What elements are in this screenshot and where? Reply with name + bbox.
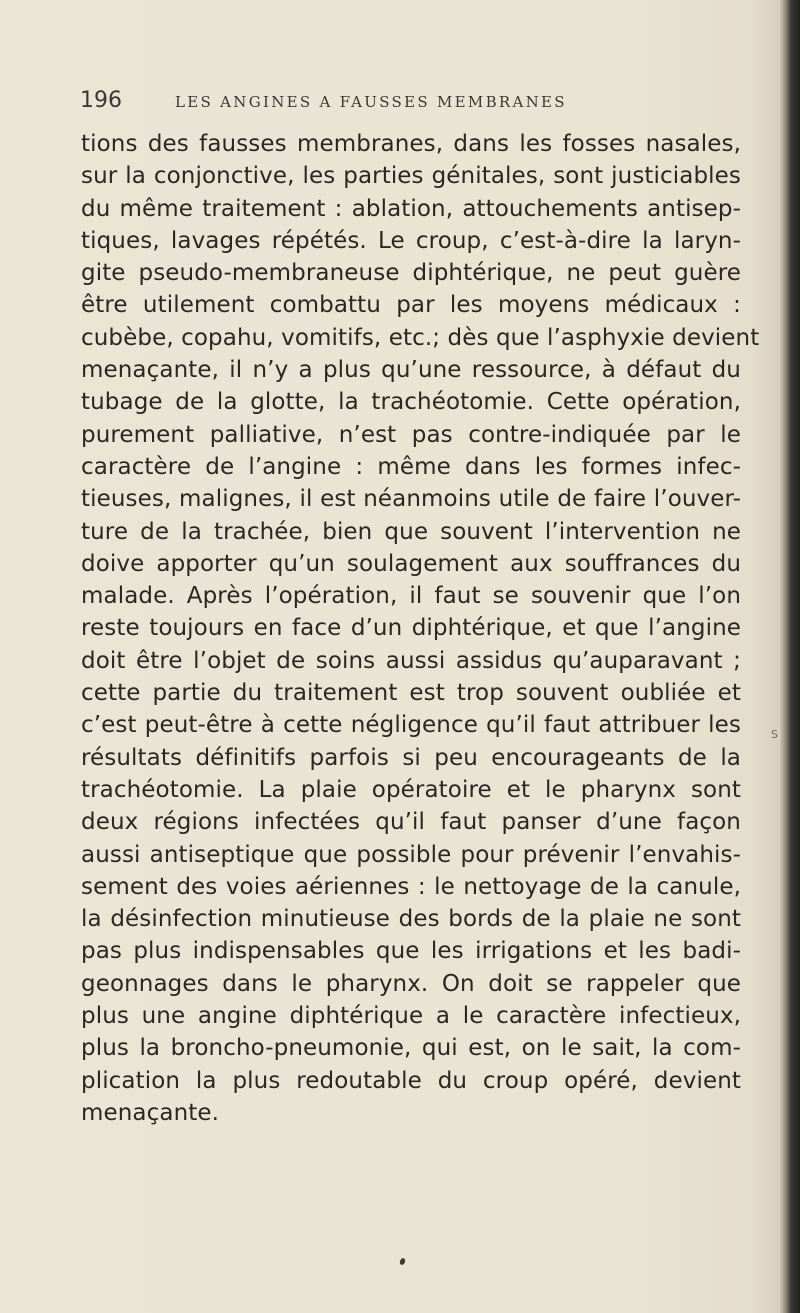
text-line: malade. Après l’opération, il faut se souvenir que l’on — [81, 583, 741, 610]
text-line: cette partie du traitement est trop souvent oubliée et — [81, 680, 741, 707]
edge-mark: S — [771, 728, 778, 741]
text-line: plus une angine diphtérique a le caractère infectieux, — [81, 1003, 741, 1030]
text-line: tiques, lavages répétés. Le croup, c’est-à-dire la laryn- — [81, 227, 741, 254]
text-line: doit être l’objet de soins aussi assidus qu’auparavant ; — [81, 647, 741, 674]
text-line: être utilement combattu par les moyens médicaux : — [81, 292, 741, 319]
text-line: menaçante. — [81, 1099, 220, 1126]
text-line: purement palliative, n’est pas contre-indiquée par le — [81, 421, 741, 448]
text-line: la désinfection minutieuse des bords de la plaie ne sont — [81, 906, 741, 933]
text-line: geonnages dans le pharynx. On doit se rappeler que — [81, 970, 741, 997]
text-line: caractère de l’angine : même dans les formes infec- — [81, 453, 741, 480]
body-text — [81, 128, 760, 1129]
running-head — [80, 88, 720, 118]
text-line: tubage de la glotte, la trachéotomie. Cette opération, — [81, 389, 741, 416]
text-line: tions des fausses membranes, dans les fosses nasales, — [81, 131, 741, 157]
text-line: gite pseudo-membraneuse diphtérique, ne peut guère — [81, 260, 741, 287]
text-line: ture de la trachée, bien que souvent l’intervention ne — [81, 518, 741, 545]
text-line: deux régions infectées qu’il faut panser d’une façon — [81, 809, 741, 836]
text-line: pas plus indispensables que les irrigations et les badi- — [81, 938, 741, 965]
ink-speck — [399, 1257, 406, 1265]
text-line: aussi antiseptique que possible pour prévenir l’envahis- — [81, 841, 741, 868]
page-number: 196 — [80, 88, 122, 113]
text-line: résultats définitifs parfois si peu encourageants de la — [81, 744, 741, 771]
text-line: du même traitement : ablation, attouchements antisep- — [81, 195, 741, 222]
text-line: trachéotomie. La plaie opératoire et le pharynx sont — [81, 776, 741, 803]
text-line: sur la conjonctive, les parties génitales, sont justiciables — [81, 163, 741, 190]
text-line: plus la broncho-pneumonie, qui est, on le sait, la com- — [81, 1035, 741, 1062]
text-line: doive apporter qu’un soulagement aux souffrances du — [81, 550, 741, 577]
text-line: c’est peut-être à cette négligence qu’il faut attribuer les — [81, 712, 741, 739]
text-line: plication la plus redoutable du croup opéré, devient — [81, 1067, 741, 1094]
page-binding-edge — [780, 0, 800, 1313]
running-head-title: LES ANGINES A FAUSSES MEMBRANES — [175, 93, 567, 111]
text-line: tieuses, malignes, il est néanmoins utile de faire l’ouver- — [81, 486, 741, 513]
text-line: menaçante, il n’y a plus qu’une ressource, à défaut du — [81, 357, 741, 384]
text-line: reste toujours en face d’un diphtérique, et que l’angine — [81, 615, 741, 642]
text-line: sement des voies aériennes : le nettoyage de la canule, — [81, 873, 741, 900]
text-line: cubèbe, copahu, vomitifs, etc.; dès que l’asphyxie devient — [81, 324, 760, 351]
